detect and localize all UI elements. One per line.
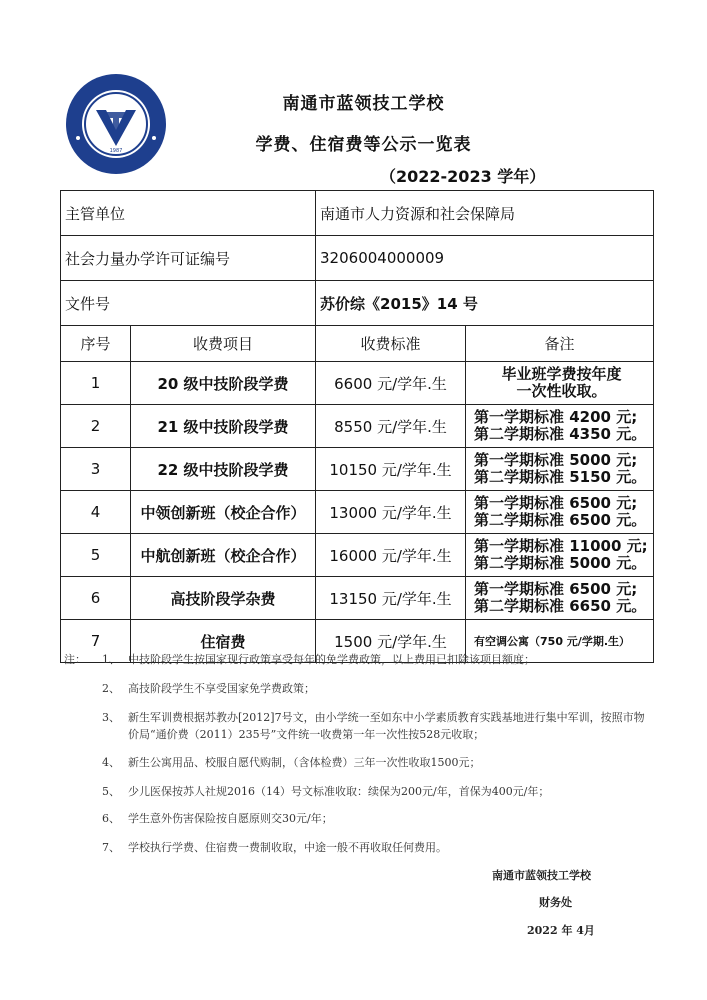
remark-line: 第一学期标准 11000 元; [474, 537, 648, 555]
fee-standard: 6600 元/学年.生 [316, 362, 466, 405]
note-item [102, 680, 654, 697]
fee-standard: 1500 元/学年.生 [316, 620, 466, 663]
remark [466, 491, 654, 534]
note-number: 3、 [102, 711, 120, 724]
column-header: 备注 [466, 326, 654, 362]
note-item [102, 810, 654, 827]
table-header [61, 326, 654, 362]
fee-standard: 10150 元/学年.生 [316, 448, 466, 491]
note-item [102, 783, 654, 800]
note-text: 学校执行学费、住宿费一费制收取，中途一般不再收取任何费用。 [128, 841, 447, 854]
note-item [102, 651, 654, 668]
fee-item: 中领创新班（校企合作） [131, 491, 316, 534]
remark-line: 第一学期标准 6500 元; [474, 494, 638, 512]
remark-line: 第一学期标准 5000 元; [474, 451, 638, 469]
note-number: 7、 [102, 841, 120, 854]
remark [466, 577, 654, 620]
remark-line: 第二学期标准 5150 元。 [474, 468, 647, 486]
note-text: 高技阶段学生不享受国家免学费政策； [128, 682, 315, 695]
note-number: 4、 [102, 756, 120, 769]
fee-standard: 8550 元/学年.生 [316, 405, 466, 448]
signature-school: 南通市蓝领技工学校 [492, 869, 591, 882]
remark [466, 534, 654, 577]
row-number: 6 [61, 577, 131, 620]
remark-line: 毕业班学费按年度 [501, 365, 622, 383]
row-number: 2 [61, 405, 131, 448]
note-item [102, 754, 654, 771]
info-row [61, 191, 654, 236]
fee-item: 中航创新班（校企合作） [131, 534, 316, 577]
fee-item: 22 级中技阶段学费 [131, 448, 316, 491]
note-text: 中技阶段学生按国家现行政策享受每年的免学费政策，以上费用已扣除该项目额度； [128, 653, 535, 666]
column-header: 收费标准 [316, 326, 466, 362]
note-number: 6、 [102, 812, 120, 825]
info-row [61, 236, 654, 281]
remark-line: 第一学期标准 6500 元; [474, 580, 638, 598]
remark-line: 第二学期标准 6650 元。 [474, 597, 647, 615]
remark-line: 第二学期标准 6500 元。 [474, 511, 647, 529]
remark [466, 362, 654, 405]
remark [466, 448, 654, 491]
signature-department: 财务处 [539, 896, 572, 909]
info-label: 主管单位 [61, 191, 316, 236]
table-row [61, 362, 654, 405]
note-item [102, 839, 654, 856]
note-number: 5、 [102, 785, 120, 798]
remark [466, 405, 654, 448]
school-name: 南通市蓝领技工学校 [282, 94, 445, 114]
fee-item: 住宿费 [131, 620, 316, 663]
row-number: 1 [61, 362, 131, 405]
signature-date: 2022 年 4月 [527, 924, 595, 937]
remark-line: 有空调公寓（750 元/学期.生） [474, 634, 631, 648]
fee-standard: 13150 元/学年.生 [316, 577, 466, 620]
info-row [61, 281, 654, 326]
note-text: 少儿医保按苏人社规2016（14）号文标准收取：续保为200元/年，首保为400元/年； [128, 785, 550, 798]
fee-table [60, 190, 654, 663]
table-row [61, 491, 654, 534]
remark-line: 第二学期标准 5000 元。 [474, 554, 647, 572]
academic-year: （2022-2023 学年） [380, 167, 546, 186]
row-number: 3 [61, 448, 131, 491]
row-number: 4 [61, 491, 131, 534]
note-number: 2、 [102, 682, 120, 695]
fee-standard: 16000 元/学年.生 [316, 534, 466, 577]
document-title: 学费、住宿费等公示一览表 [255, 135, 472, 155]
row-number: 7 [61, 620, 131, 663]
table-row [61, 448, 654, 491]
column-header: 序号 [61, 326, 131, 362]
fee-item: 21 级中技阶段学费 [131, 405, 316, 448]
fee-standard: 13000 元/学年.生 [316, 491, 466, 534]
school-logo [64, 72, 168, 176]
remark-line: 第一学期标准 4200 元; [474, 408, 638, 426]
note-number: 1、 [102, 653, 120, 666]
info-label: 社会力量办学许可证编号 [61, 236, 316, 281]
note-text: 新生军训费根据苏教办[2012]7号文，由小学统一至如东中小学素质教育实践基地进行集中军训，按照市物价局“通价费（2011）235号”文件统一收费第一年一次性按528元收取； [128, 711, 645, 741]
fee-item: 20 级中技阶段学费 [131, 362, 316, 405]
info-label: 文件号 [61, 281, 316, 326]
table-row [61, 577, 654, 620]
remark-line: 第二学期标准 4350 元。 [474, 425, 647, 443]
svg-text:1987: 1987 [109, 148, 123, 154]
info-value: 苏价综《2015》14 号 [316, 281, 654, 326]
table-row [61, 405, 654, 448]
column-header: 收费项目 [131, 326, 316, 362]
info-value: 3206004000009 [316, 236, 654, 281]
row-number: 5 [61, 534, 131, 577]
note-text: 学生意外伤害保险按自愿原则交30元/年； [128, 812, 333, 825]
remark-line: 一次性收取。 [516, 382, 607, 400]
info-value: 南通市人力资源和社会保障局 [316, 191, 654, 236]
note-text: 新生公寓用品、校服自愿代购制，（含体检费）三年一次性收取1500元； [128, 756, 481, 769]
notes-label: 注： [64, 653, 86, 666]
fee-item: 高技阶段学杂费 [131, 577, 316, 620]
table-row [61, 534, 654, 577]
note-item [102, 709, 654, 743]
